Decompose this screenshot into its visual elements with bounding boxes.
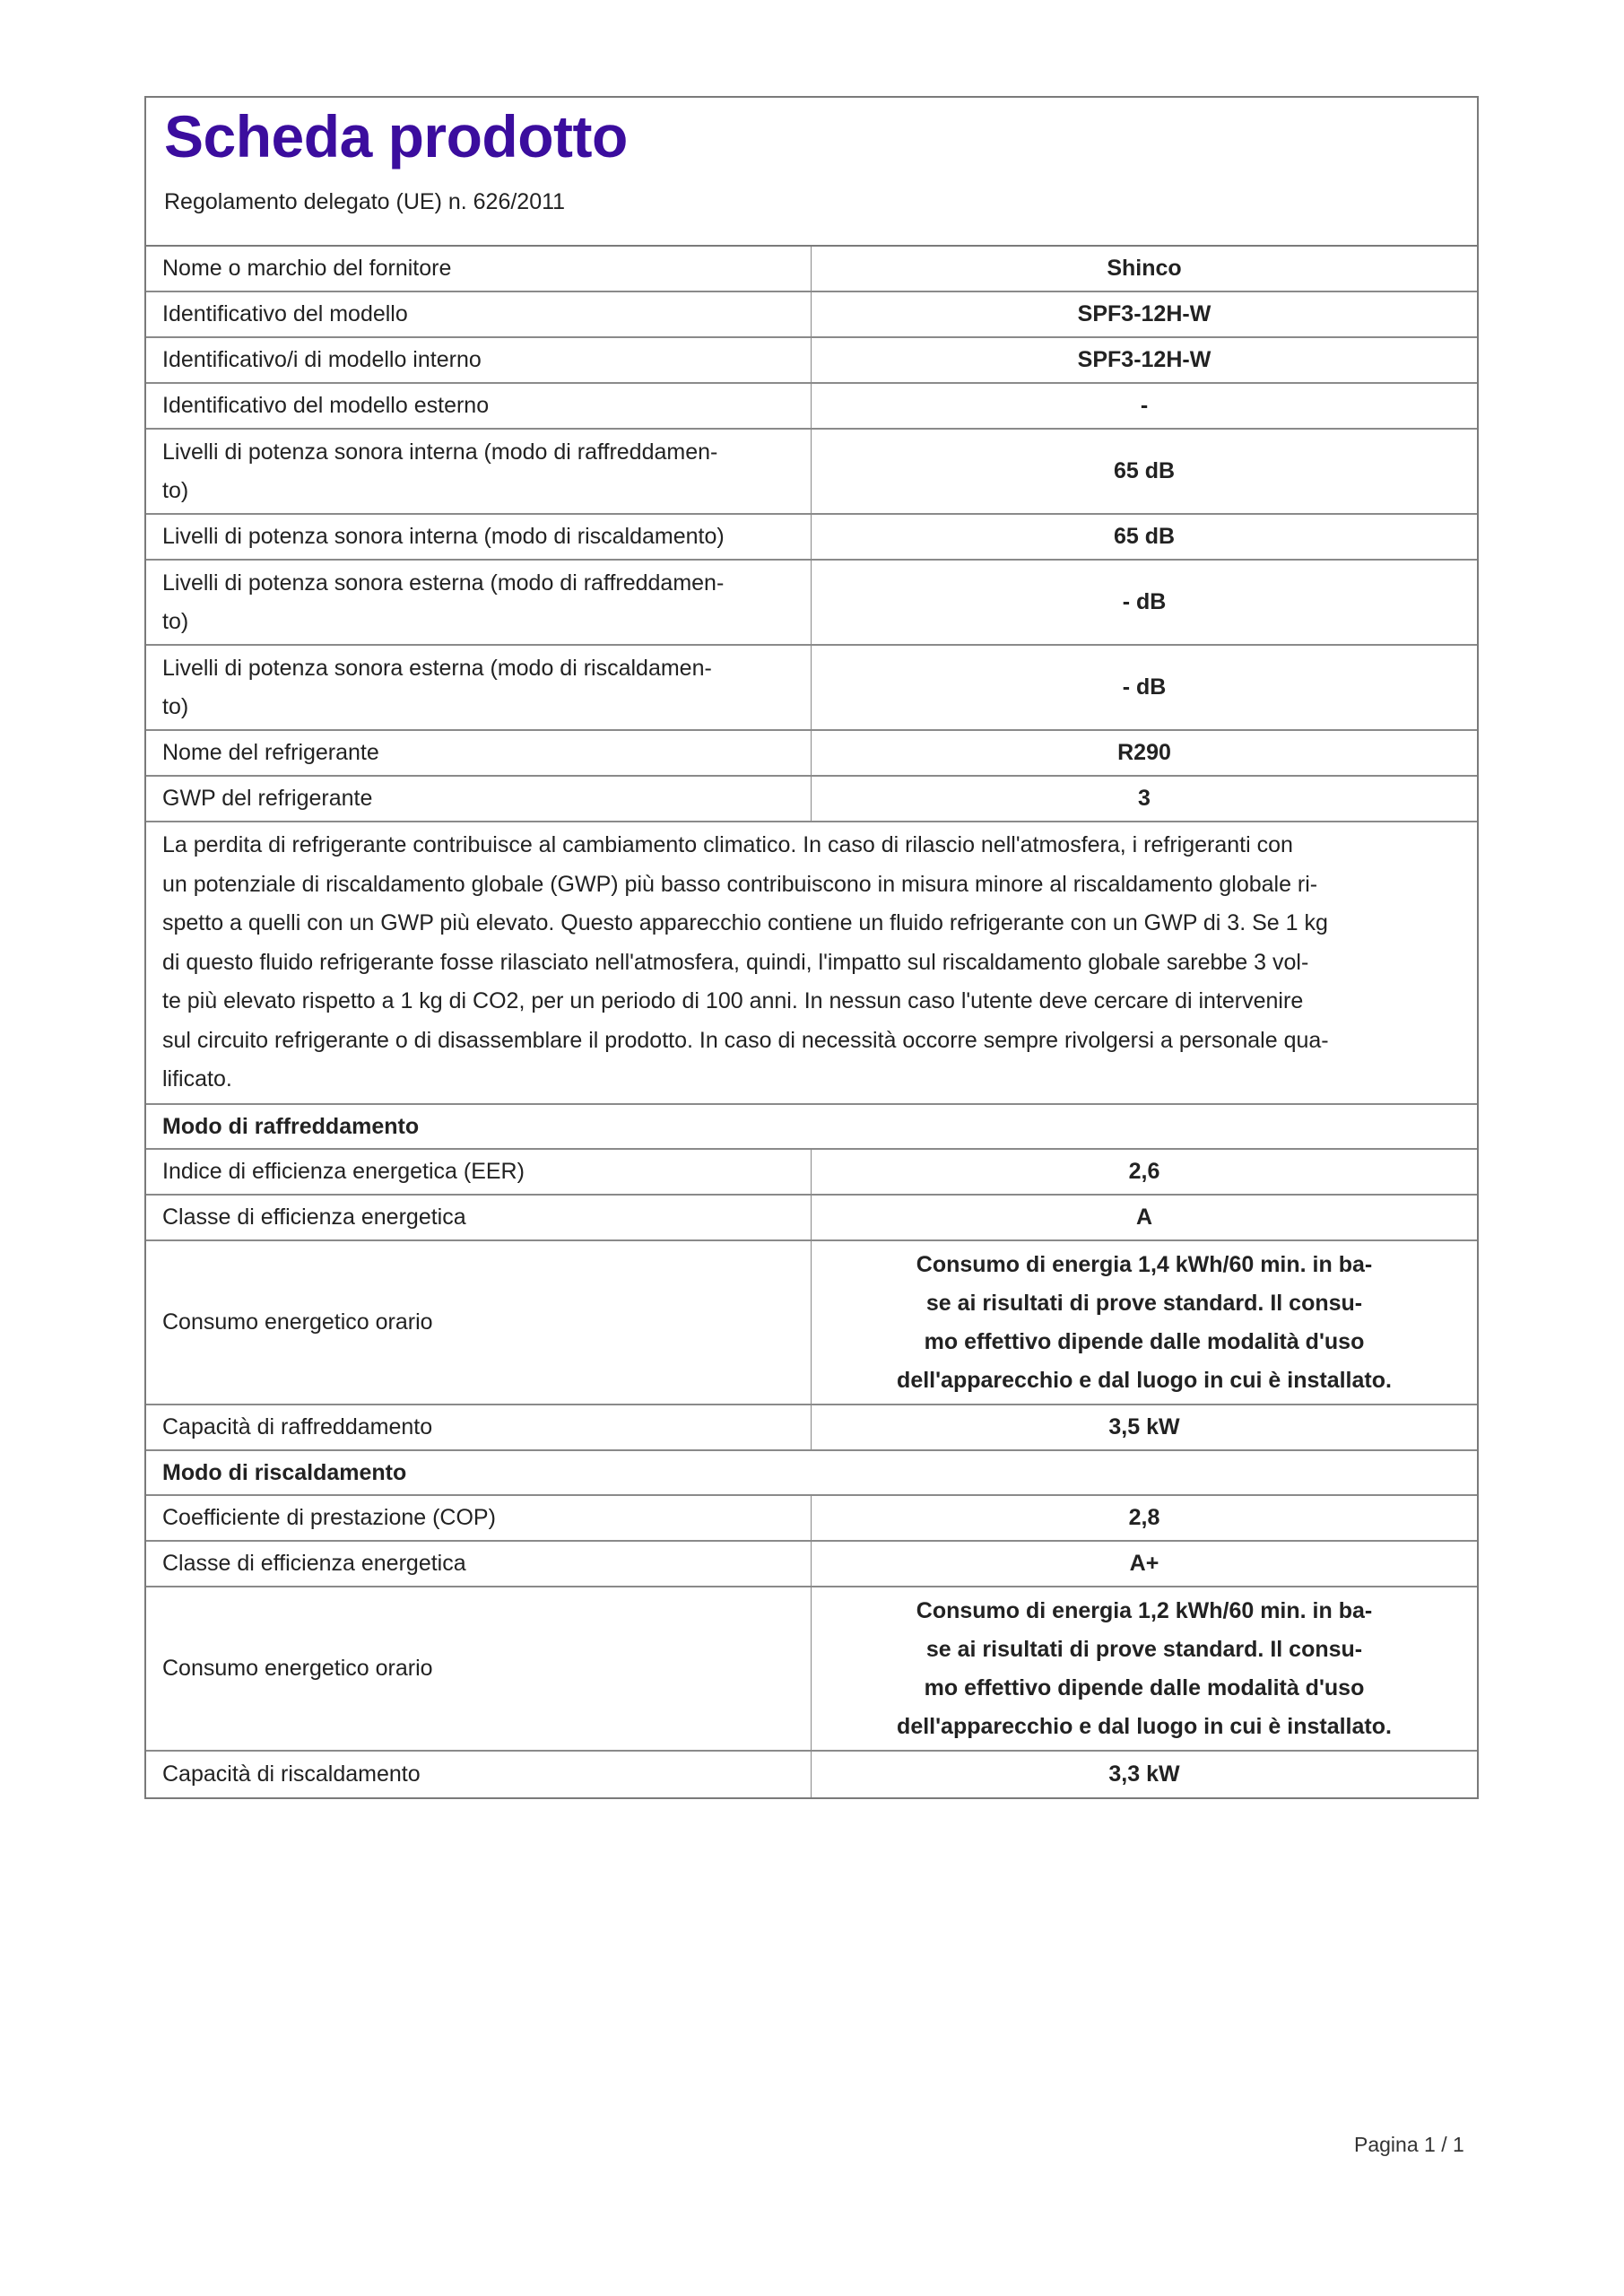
notice-line: te più elevato rispetto a 1 kg di CO2, per un periodo di 100 anni. In nessun caso l'utente deve cercare di intervenire	[162, 988, 1304, 1013]
row-label: Identificativo del modello esterno	[146, 384, 812, 428]
table-row-heating-capacity	[146, 1752, 1477, 1797]
row-label: Consumo energetico orario	[146, 1241, 812, 1404]
refrigerant-notice	[146, 822, 1477, 1105]
row-value-line: mo effettivo dipende dalle modalità d'uso	[924, 1674, 1365, 1700]
section-heading-heating: Modo di riscaldamento	[146, 1451, 1477, 1496]
row-value: 2,6	[1128, 1159, 1160, 1184]
table-row-indoor-sound-cooling	[146, 430, 1477, 515]
table-row-indoor-sound-heating	[146, 515, 1477, 561]
row-label	[146, 561, 812, 644]
row-value: -	[1140, 393, 1149, 418]
table-row-cooling-hourly-consumption	[146, 1241, 1477, 1405]
sheet-header	[146, 98, 1477, 247]
row-value	[812, 1587, 1477, 1750]
table-row-outdoor-model-id	[146, 384, 1477, 430]
table-row-refrigerant-gwp	[146, 777, 1477, 822]
row-label: Nome del refrigerante	[146, 731, 812, 775]
row-label-line: to)	[162, 477, 189, 503]
table-row-indoor-model-id	[146, 338, 1477, 384]
table-row-eer	[146, 1150, 1477, 1196]
row-value: R290	[1117, 740, 1171, 765]
row-value: 2,8	[1128, 1505, 1160, 1530]
row-value: - dB	[1122, 589, 1167, 614]
table-row-heating-energy-class	[146, 1542, 1477, 1587]
row-value-line: mo effettivo dipende dalle modalità d'uso	[924, 1328, 1365, 1354]
row-label: Indice di efficienza energetica (EER)	[146, 1150, 812, 1194]
table-row-cop	[146, 1496, 1477, 1542]
row-value: 65 dB	[1113, 458, 1176, 483]
row-value: 3,3 kW	[1108, 1761, 1180, 1787]
row-label: Consumo energetico orario	[146, 1587, 812, 1750]
row-value-line: Consumo di energia 1,2 kWh/60 min. in ba-	[916, 1597, 1373, 1623]
table-row-heating-hourly-consumption	[146, 1587, 1477, 1752]
table-row-cooling-capacity	[146, 1405, 1477, 1451]
row-value-line: se ai risultati di prove standard. Il consu-	[925, 1636, 1363, 1662]
row-value-line: dell'apparecchio e dal luogo in cui è installato.	[897, 1367, 1392, 1393]
notice-line: di questo fluido refrigerante fosse rilasciato nell'atmosfera, quindi, l'impatto sul riscaldamento globale sarebbe 3 vol-	[162, 949, 1309, 975]
row-label-line: to)	[162, 608, 189, 634]
table-row-model-id	[146, 292, 1477, 338]
page-indicator: Pagina 1 / 1	[1354, 2133, 1464, 2156]
notice-line: sul circuito refrigerante o di disassemblare il prodotto. In caso di necessità occorre sempre rivolgersi a personale qua-	[162, 1027, 1329, 1053]
row-value-line: Consumo di energia 1,4 kWh/60 min. in ba-	[916, 1251, 1373, 1277]
table-row-cooling-energy-class	[146, 1196, 1477, 1241]
row-label-line: Livelli di potenza sonora esterna (modo di raffreddamen-	[162, 570, 725, 596]
section-heading-cooling: Modo di raffreddamento	[146, 1105, 1477, 1150]
notice-line: un potenziale di riscaldamento globale (GWP) più basso contribuiscono in misura minore al riscaldamento globale ri-	[162, 871, 1318, 897]
table-row-outdoor-sound-cooling	[146, 561, 1477, 646]
row-label-line: to)	[162, 693, 189, 719]
row-label: Capacità di riscaldamento	[146, 1752, 812, 1797]
row-value-line: dell'apparecchio e dal luogo in cui è installato.	[897, 1713, 1392, 1739]
row-label: GWP del refrigerante	[146, 777, 812, 821]
row-label: Capacità di raffreddamento	[146, 1405, 812, 1449]
regulation-reference: Regolamento delegato (UE) n. 626/2011	[164, 188, 566, 214]
table-row-supplier	[146, 247, 1477, 292]
row-value: - dB	[1122, 674, 1167, 700]
row-value	[812, 1241, 1477, 1404]
row-value: 65 dB	[1113, 524, 1176, 549]
row-label: Classe di efficienza energetica	[146, 1542, 812, 1586]
table-row-refrigerant-name	[146, 731, 1477, 777]
page-title: Scheda prodotto	[164, 103, 628, 170]
notice-line: La perdita di refrigerante contribuisce al cambiamento climatico. In caso di rilascio nell'atmosfera, i refrigeranti con	[162, 832, 1293, 857]
row-label-line: Livelli di potenza sonora esterna (modo di riscaldamen-	[162, 655, 712, 681]
row-label: Nome o marchio del fornitore	[146, 247, 812, 291]
row-label: Identificativo/i di modello interno	[146, 338, 812, 382]
row-label: Livelli di potenza sonora interna (modo di riscaldamento)	[146, 515, 812, 559]
row-label: Identificativo del modello	[146, 292, 812, 336]
row-label	[146, 430, 812, 513]
row-value: Shinco	[1107, 256, 1182, 281]
row-label	[146, 646, 812, 729]
row-value: SPF3-12H-W	[1077, 301, 1211, 326]
notice-line: lificato.	[162, 1066, 232, 1091]
table-row-outdoor-sound-heating	[146, 646, 1477, 731]
row-value: SPF3-12H-W	[1077, 347, 1211, 372]
row-value: 3	[1138, 786, 1151, 811]
notice-line: spetto a quelli con un GWP più elevato. Questo apparecchio contiene un fluido refrigerante con un GWP di 3. Se 1 kg	[162, 910, 1328, 935]
row-label: Coefficiente di prestazione (COP)	[146, 1496, 812, 1540]
row-value: A+	[1129, 1551, 1159, 1576]
row-label-line: Livelli di potenza sonora interna (modo di raffreddamen-	[162, 439, 718, 465]
row-value: A	[1135, 1205, 1153, 1230]
product-sheet-table	[144, 96, 1479, 1799]
row-value-line: se ai risultati di prove standard. Il consu-	[925, 1290, 1363, 1316]
row-label: Classe di efficienza energetica	[146, 1196, 812, 1239]
row-value: 3,5 kW	[1108, 1414, 1180, 1439]
